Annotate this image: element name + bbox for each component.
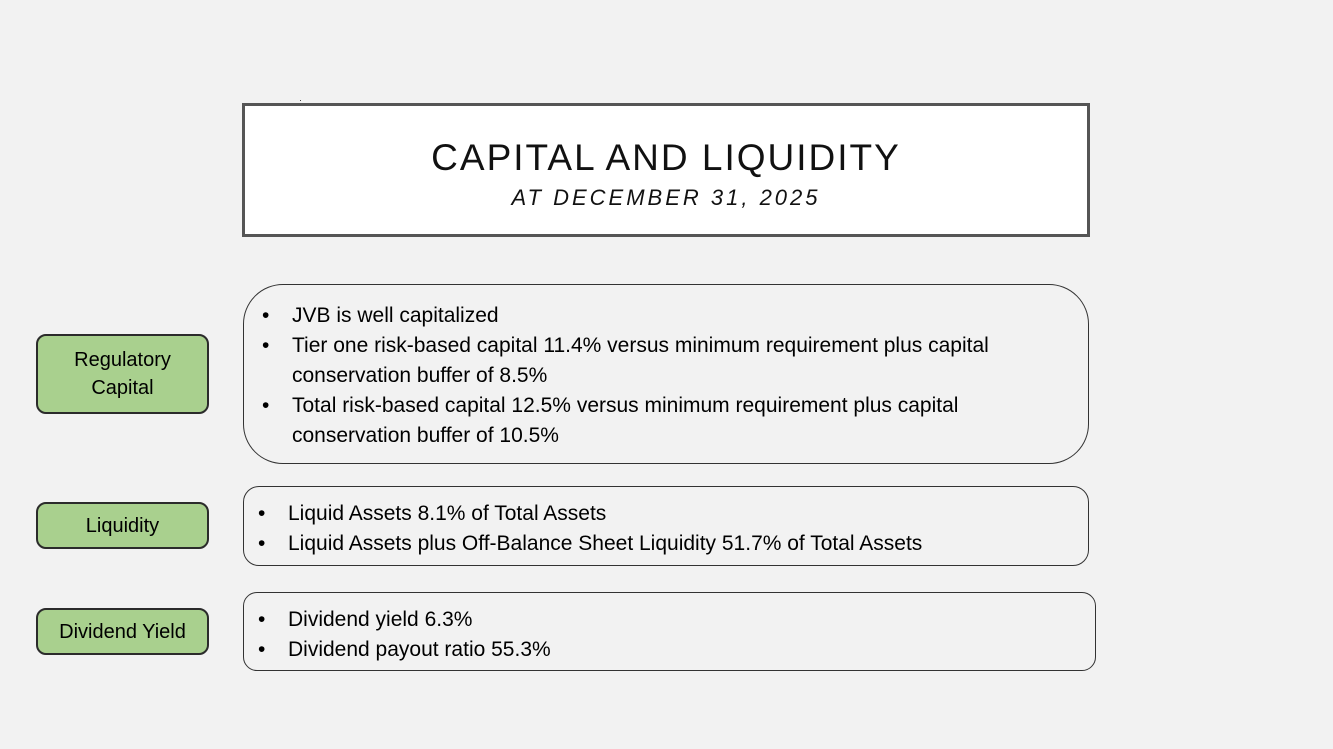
liquidity-label — [36, 502, 209, 549]
page-title: CAPITAL AND LIQUIDITY — [431, 137, 901, 178]
title-box — [242, 103, 1090, 237]
bullet-icon: • — [258, 532, 266, 555]
list-item — [258, 605, 1075, 635]
list-item-text: Total risk-based capital 12.5% versus minimum requirement plus capital conservation buffer of 10.5% — [292, 394, 959, 447]
list-item-text: Dividend payout ratio 55.3% — [288, 638, 551, 661]
list-item-text: JVB is well capitalized — [292, 304, 499, 327]
bullet-icon: • — [262, 334, 270, 357]
list-item — [258, 499, 1068, 529]
liquidity-list — [258, 499, 1068, 559]
regulatory-capital-label-text: Regulatory Capital — [74, 349, 171, 399]
page-subtitle: AT DECEMBER 31, 2025 — [511, 185, 821, 210]
list-item — [258, 635, 1075, 665]
dividend-yield-label-text: Dividend Yield — [59, 620, 186, 643]
list-item — [262, 331, 1068, 391]
list-item-text: Liquid Assets plus Off-Balance Sheet Liquidity 51.7% of Total Assets — [288, 532, 923, 555]
dividend-yield-label — [36, 608, 209, 655]
regulatory-capital-list — [262, 301, 1068, 451]
liquidity-label-text: Liquidity — [85, 514, 160, 537]
regulatory-capital-box — [243, 284, 1089, 464]
decorative-dot — [300, 100, 301, 101]
list-item-text: Liquid Assets 8.1% of Total Assets — [288, 502, 607, 525]
bullet-icon: • — [258, 502, 266, 525]
bullet-icon: • — [258, 638, 266, 661]
dividend-yield-box — [243, 592, 1096, 671]
list-item-text: Tier one risk-based capital 11.4% versus minimum requirement plus capital conservation buffer of 8.5% — [292, 334, 989, 387]
liquidity-box — [243, 486, 1089, 566]
list-item — [258, 529, 1068, 559]
bullet-icon: • — [262, 394, 270, 417]
list-item — [262, 391, 1068, 451]
bullet-icon: • — [262, 304, 270, 327]
regulatory-capital-label — [36, 334, 209, 414]
dividend-yield-list — [258, 605, 1075, 665]
bullet-icon: • — [258, 608, 266, 631]
list-item — [262, 301, 1068, 331]
list-item-text: Dividend yield 6.3% — [288, 608, 473, 631]
